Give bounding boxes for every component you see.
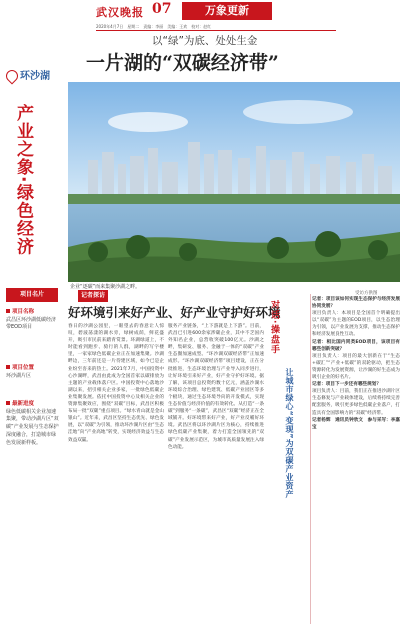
sidebar-label-text: 最新进度 (12, 401, 35, 407)
sub-headline: 好环境引来好产业、好产业守护好环境 (68, 305, 281, 320)
sidebar-label-text: 项目名称 (12, 309, 35, 315)
locale-label: 环沙湖 (20, 71, 50, 82)
interview-label: 对话·操盘手 (269, 300, 279, 355)
masthead-rule (96, 30, 336, 31)
sidebar-section-progress (6, 400, 60, 447)
sidebar-text: 武昌区环沙湖低碳经济带EOD项目 (6, 316, 57, 331)
vertical-title: 产业之象·绿色经济 (13, 104, 33, 256)
interview-question: 记者：项目下一步还有哪些规划？ (312, 382, 381, 388)
page-number: 07 (152, 1, 172, 17)
location-pin-icon (4, 68, 21, 85)
sidebar-label-text: 项目位置 (12, 365, 35, 371)
photo-credit: 受访方供图 (355, 291, 378, 296)
kicker: 以“绿”为底、处处生金 (152, 35, 258, 47)
sidebar-label (6, 400, 60, 409)
headline: 一片湖的“双碳经济带” (86, 52, 279, 74)
sidebar-section-name (6, 308, 60, 332)
interview-answer: 项目负责人：项目的最大创新在于“生态+碳汇”“产业+低碳”的双轮驱动，把生态资源转化为发展资源，让沙湖的好生态成为吸引企业的好名片。 (312, 353, 400, 381)
byline: 记者杨辉 通讯员钟欣文 参与采写：李嘉宝 (312, 417, 400, 430)
article-column-1: 春日的沙湖公园里，一眼望去的春意让人惊叹，碧波荡漾的湖水旁，绿树成荫，鲜花盛开，吸引市民前来踏青赏景。环湖绿道上，不时能看到跑步、骑行的人群，湖畔的写字楼里，一家家绿色低碳企业正在加速集聚。沙湖畔边，三年前还是一片待建区域，如今已是企业纷至沓来的热土。2021年7月，中国投资中心沙湖畔，武昌由此成为全国首家以碳排放为主题的产业载体落户区。中国投资中心落地沙湖以来，招引相关企业多家，一批绿色低碳企业集聚发展。依托中国投资中心及相关企业的资源集聚效应，围绕“双碳”目标，武昌区积极布局一批“双碳”重点项目。“绿水青山就是金山银山”。近年来，武昌区坚持生态优先、绿色发展，以“双碳”为引领，推动环沙湖片区由“生态洼地”向“产业高地”转变，实现经济效益与生态效益双赢。 (68, 324, 164, 443)
sidebar-text: 环沙湖片区 (6, 372, 32, 379)
interview-question: 记者：相比国内同类EOD项目，该项目有哪些创新突破？ (312, 339, 400, 352)
hero-photo (68, 82, 400, 282)
sidebar-label (6, 364, 60, 373)
newspaper-logo: 武汉晚报 (96, 6, 144, 19)
sidebar-section-location (6, 364, 60, 380)
sidebar-header: 项目名片 (6, 288, 58, 302)
sidebar-text: 绿色低碳相关企业加速集聚，带动沙湖片区“双碳”产业发展与生态保护深度融合，打造城市绿色发展新样板。 (6, 408, 59, 446)
story-tag: 记者探访 (78, 290, 108, 302)
article-column-2: 服务产业链条，“上下游就是上下游”。目前，武昌已引进600余家涉碳企业，其中不乏国内外知名企业，总营收突破100亿元。沙湖之畔，集研发、服务、金融于一体的“双碳”产业生态圈加速成型。“环沙湖双碳经济带”正加速成形。“环沙湖双碳经济带”项目建设，正在分批推进，生态环境治理与产业导入同步进行，让好环境引来好产业，好产业守护好环境。据了解，该项目总投资约数十亿元，涵盖沙湖水环境综合治理、绿色建筑、低碳产业园区等多个板块，通过生态环境导向的开发模式，实现生态价值与经济价值的有效转化。从打造“一条碳”到服务“一条碳”，武昌区“双碳”经济正在全域铺开。好环境带来好产业，好产业反哺好环境。武昌区将以环沙湖片区为核心，持续推进绿色低碳产业集聚，着力打造全国领先的“双碳”产业发展示范区，为城市高质量发展注入绿色动能。 (168, 324, 264, 450)
column-divider (310, 294, 311, 624)
interview-title: 让城市绿心“变现”为双碳产业资产 (285, 368, 294, 499)
interview-question: 记者：项目该如何实现生态保护与经济发展协同发展？ (312, 297, 400, 310)
interview-answer: 项目负责人：本项目是全国首个明确提出以“双碳”为主题的EOD项目，以生态治理为引领，以产业发展为支撑，推动生态保护和经济发展良性互动。 (312, 311, 400, 338)
interview-answer: 项目负责人：目前，我们正在推进沙湖片区生态修复与产业载体建设，后续将持续完善配套服务，吸引更多绿色低碳企业落户，打造具有全国影响力的“双碳”经济带。 (312, 389, 400, 416)
photo-caption: 企业“逐碳”而来集聚沙湖之畔。 (70, 284, 141, 290)
interview-column (312, 296, 400, 624)
sidebar-label (6, 308, 60, 317)
section-title: 万象更新 (182, 2, 272, 20)
masthead-meta: 2020年4月7日 星期二 责编：李丽 美编：王欢 校对：赵红 (96, 24, 212, 29)
